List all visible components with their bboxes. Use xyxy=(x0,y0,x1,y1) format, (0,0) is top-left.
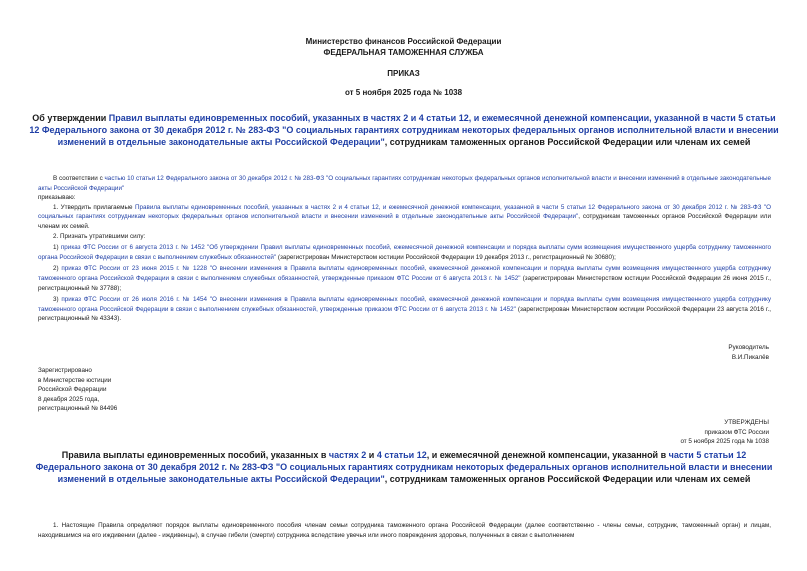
order-date-number: от 5 ноября 2025 года № 1038 xyxy=(344,88,463,97)
registration-line-3: Российской Федерации xyxy=(38,386,107,394)
registration-line-2: в Министерстве юстиции xyxy=(38,376,112,384)
rules-title-c: , и ежемесячной денежной компенсации, указанной в xyxy=(426,450,669,460)
rules-title-link-law[interactable]: части 5 статьи 12 Федерального закона от 30 декабря 2012 г. № 283-ФЗ "О социальных гарантиях сотрудникам некоторых федеральных органов исполнительной власти и внесении изменений в отдельные законодательные акты Российской Федерации" xyxy=(35,450,773,484)
doc-type: ПРИКАЗ xyxy=(387,69,420,78)
subitem-3-num: 3) xyxy=(53,296,62,304)
registration-block xyxy=(38,366,258,414)
subitem-2 xyxy=(38,264,771,293)
rules-paragraph-1: 1. Настоящие Правила определяют порядок выплаты единовременного пособия членам семьи сотрудника таможенного органа Российской Федерации (далее соответственно - члены семьи, сотрудник, таможенный орган) и лицам, находившимся на его иждивении (далее - иждивенцы), в случае гибели (смерти) сотрудника вследствие увечья или иного повреждения здоровья, полученных в связи с выполнением xyxy=(38,522,771,539)
preamble-text: В соответствии с xyxy=(53,175,105,182)
rules-title-link-parts[interactable]: частях 2 xyxy=(328,450,367,460)
subitem-3-link[interactable]: приказ ФТС России от 26 июля 2016 г. № 1454 "О внесении изменения в Правила выплаты единовременных пособий, ежемесячной денежной компенсации и порядка выплаты сумм возмещения имущественного ущерба сотруднику таможенного органа Российской Федерации в связи с выполнением служебных обязанностей, утвержденные приказом ФТС России от 6 августа 2013 г. № 1452" xyxy=(38,296,771,313)
signature-block xyxy=(569,343,769,362)
title-rules-link[interactable]: Правил выплаты единовременных пособий, указанных в частях 2 и 4 статьи 12, и ежемесячной денежной компенсации, указанной в части 5 статьи 12 Федерального закона от 30 декабря 2012 г. № 283-ФЗ "О социальных гарантиях сотрудникам некоторых федеральных органов исполнительной власти и внесении изменений в отдельные законодательные акты Российской Федерации" xyxy=(29,113,779,147)
rules-title-a: Правила выплаты единовременных пособий, указанных в xyxy=(61,450,329,460)
item-2: 2. Признать утратившими силу: xyxy=(53,232,146,240)
item-1-tail: , сотрудникам таможенных органов Российской Федерации или членам их семей. xyxy=(38,213,771,230)
title-suffix: , сотрудникам таможенных органов Российской Федерации или членам их семей xyxy=(384,137,751,147)
registration-line-1: Зарегистрировано xyxy=(38,367,92,374)
subitem-3 xyxy=(38,295,771,324)
title-prefix: Об утверждении xyxy=(32,113,109,123)
rules-body xyxy=(38,521,771,540)
subitem-3-tail: (зарегистрирован Министерством юстиции Российской Федерации 23 августа 2016 г., регистрационный № 43343). xyxy=(38,305,771,323)
approved-line-3: от 5 ноября 2025 года № 1038 xyxy=(680,438,769,446)
order-title xyxy=(28,112,780,148)
item-1-text: 1. Утвердить прилагаемые xyxy=(53,203,135,211)
service-name: ФЕДЕРАЛЬНАЯ ТАМОЖЕННАЯ СЛУЖБА xyxy=(323,48,484,57)
rules-title-d: , сотрудникам таможенных органов Российской Федерации или членам их семей xyxy=(384,474,751,484)
subitem-1-link[interactable]: приказ ФТС России от 6 августа 2013 г. № 1452 "Об утверждении Правил выплаты единовременных пособий, ежемесячной денежной компенсации и порядка выплаты сумм возмещения имущественного ущерба сотруднику таможенного органа Российской Федерации в связи с выполнением служебных обязанностей" xyxy=(38,244,771,261)
preamble-law-link[interactable]: частью 10 статьи 12 Федерального закона от 30 декабря 2012 г. № 283-ФЗ "О социальных гарантиях сотрудникам некоторых федеральных органов исполнительной власти и внесении изменений в отдельные законодательные акты Российской Федерации" xyxy=(38,175,771,192)
preamble xyxy=(38,174,771,193)
rules-title xyxy=(28,449,780,485)
subitem-1 xyxy=(38,243,771,262)
registration-line-4: 8 декабря 2025 года, xyxy=(38,395,100,403)
subitem-2-num: 2) xyxy=(53,265,62,273)
rules-title-link-article[interactable]: 4 статьи 12 xyxy=(376,450,427,460)
order-word: приказываю: xyxy=(38,194,76,202)
signature-position: Руководитель xyxy=(728,344,769,351)
ministry-name: Министерство финансов Российской Федерации xyxy=(305,37,502,46)
subitem-2-link[interactable]: приказ ФТС России от 23 июня 2015 г. № 1228 "О внесении изменения в Правила выплаты единовременных пособий, ежемесячной денежной компенсации и порядка выплаты сумм возмещения имущественного ущерба сотруднику таможенного органа Российской Федерации в связи с выполнением служебных обязанностей, утвержденные приказом ФТС России от 6 августа 2013 г. № 1452" xyxy=(38,265,771,282)
approved-word: УТВЕРЖДЕНЫ xyxy=(724,419,769,426)
registration-line-5: регистрационный № 84496 xyxy=(38,405,118,413)
approved-line-2: приказом ФТС России xyxy=(704,428,769,436)
approved-block xyxy=(569,418,769,447)
item-1-rules-link[interactable]: Правила выплаты единовременных пособий, указанных в частях 2 и 4 статьи 12, и ежемесячной денежной компенсации, указанной в части 5 статьи 12 Федерального закона от 30 декабря 2012 г. № 283-ФЗ "О социальных гарантиях сотрудникам некоторых федеральных органов исполнительной власти и внесении изменений в отдельные законодательные акты Российской Федерации" xyxy=(38,203,771,221)
order-body xyxy=(38,174,771,324)
rules-title-b: и xyxy=(366,450,377,460)
subitem-1-tail: (зарегистрирован Министерством юстиции Российской Федерации 19 декабря 2013 г., регистрационный № 30680); xyxy=(276,253,616,261)
subitem-2-tail: (зарегистрирован Министерством юстиции Российской Федерации 26 июня 2015 г., регистрационный № 37788); xyxy=(38,274,771,292)
item-1 xyxy=(38,203,771,232)
subitem-1-num: 1) xyxy=(53,244,61,252)
signature-name: В.И.Пикалёв xyxy=(731,353,769,361)
